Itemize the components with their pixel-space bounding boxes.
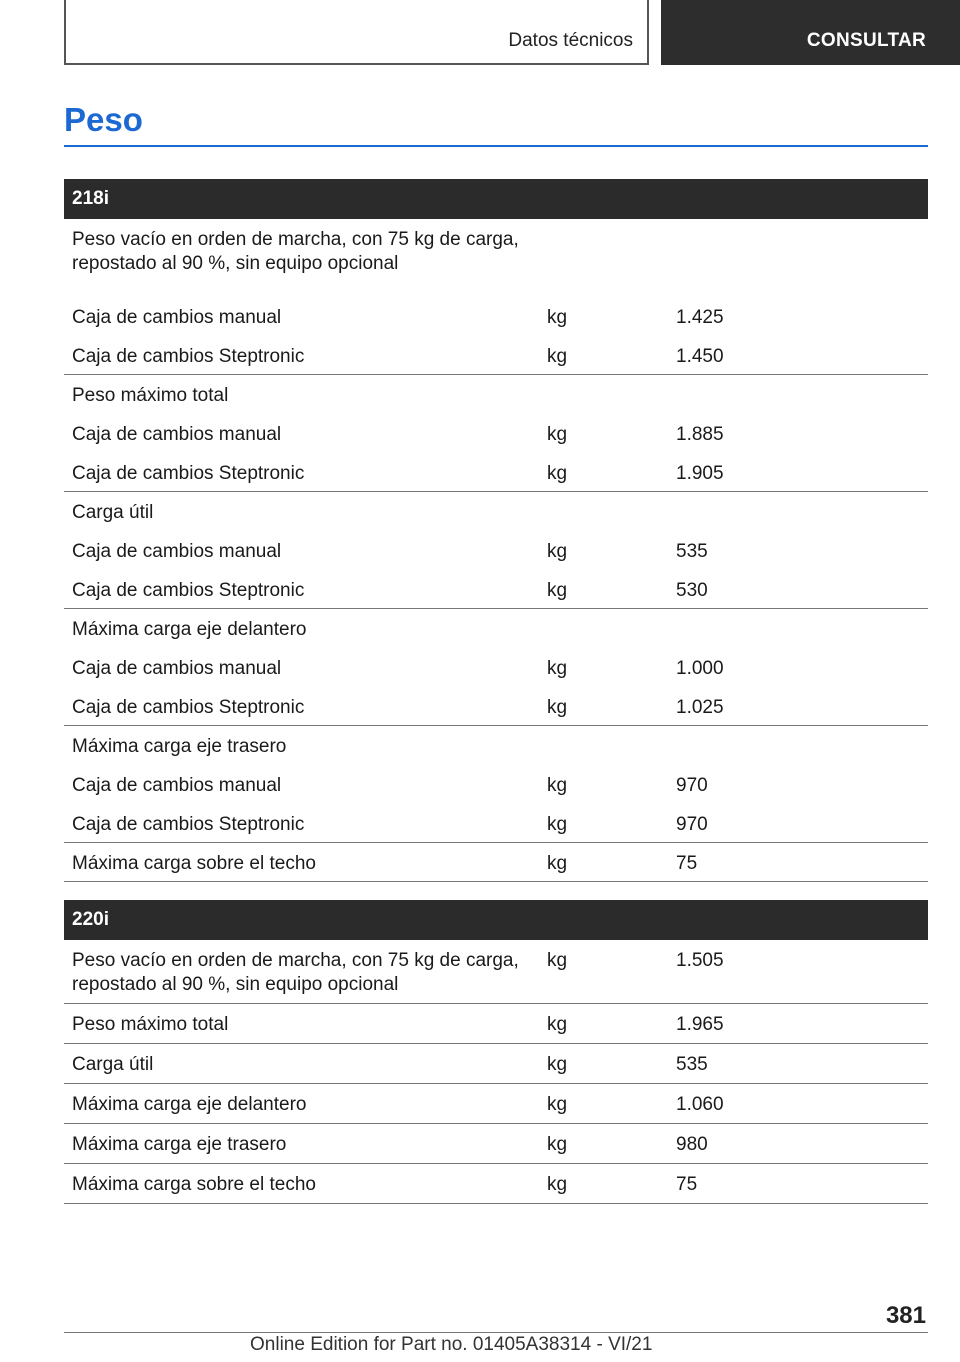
row-unit: kg xyxy=(547,1054,568,1075)
page-number: 381 xyxy=(885,1302,926,1329)
row-description: Máxima carga sobre el techo xyxy=(72,1174,316,1195)
row-value: 970 xyxy=(676,775,708,796)
row-description: Máxima carga eje trasero xyxy=(72,1134,287,1155)
row-unit: kg xyxy=(547,1094,568,1115)
table-head: 218i xyxy=(64,179,928,219)
row-description: Carga útil xyxy=(72,1054,154,1075)
row-unit: kg xyxy=(547,1174,568,1195)
row-value: 1.885 xyxy=(676,424,724,445)
row-description: Carga útil xyxy=(72,502,154,523)
row-description: Máxima carga eje trasero xyxy=(72,736,287,757)
row-value: 970 xyxy=(676,814,708,835)
row-unit: kg xyxy=(547,307,568,328)
row-value: 1.505 xyxy=(676,950,724,971)
row-value: 535 xyxy=(676,541,708,562)
row-unit: kg xyxy=(547,853,568,874)
table-row xyxy=(64,726,928,765)
row-description: Caja de cambios Steptronic xyxy=(72,814,305,835)
table-row xyxy=(64,453,928,492)
row-value: 535 xyxy=(676,1054,708,1075)
row-value: 1.905 xyxy=(676,463,724,484)
row-value: 530 xyxy=(676,580,708,601)
table-row xyxy=(64,570,928,609)
table-row xyxy=(64,1084,928,1124)
table-row xyxy=(64,531,928,570)
row-description: Caja de cambios manual xyxy=(72,658,282,679)
row-description: Peso máximo total xyxy=(72,385,229,406)
header-section-tab[interactable] xyxy=(64,0,649,65)
header-section-label: Datos técnicos xyxy=(508,30,633,51)
table-row xyxy=(64,492,928,531)
title-rule xyxy=(64,145,928,147)
row-description: Peso vacío en orden de marcha, con 75 kg de carga, repostado al 90 %, sin equipo opcional xyxy=(72,229,519,274)
table-row xyxy=(64,1124,928,1164)
spec-table-220i xyxy=(64,900,928,1204)
table-row xyxy=(64,804,928,843)
row-unit: kg xyxy=(547,950,568,971)
row-unit: kg xyxy=(547,1134,568,1155)
table-head: 220i xyxy=(64,900,928,940)
spec-table-218i xyxy=(64,179,928,882)
table-row xyxy=(64,1004,928,1044)
row-unit: kg xyxy=(547,1014,568,1035)
row-description: Caja de cambios Steptronic xyxy=(72,697,305,718)
row-description: Máxima carga sobre el techo xyxy=(72,853,316,874)
row-value: 1.000 xyxy=(676,658,724,679)
footer-rule xyxy=(64,1332,928,1333)
table-row xyxy=(64,765,928,804)
table-row xyxy=(64,648,928,687)
footer-edition: Online Edition for Part no. 01405A38314 - VI/21 xyxy=(250,1334,653,1355)
table-row xyxy=(64,414,928,453)
row-value: 1.450 xyxy=(676,346,724,367)
row-unit: kg xyxy=(547,463,568,484)
row-description: Peso vacío en orden de marcha, con 75 kg de carga, repostado al 90 %, sin equipo opcional xyxy=(72,950,519,995)
row-value: 1.965 xyxy=(676,1014,724,1035)
row-value: 1.025 xyxy=(676,697,724,718)
table-rows xyxy=(64,940,928,1204)
row-description: Caja de cambios manual xyxy=(72,541,282,562)
table-row xyxy=(64,1164,928,1204)
row-description: Peso máximo total xyxy=(72,1014,229,1035)
row-description: Caja de cambios Steptronic xyxy=(72,580,305,601)
table-row xyxy=(64,843,928,882)
row-description: Caja de cambios manual xyxy=(72,307,282,328)
row-description: Máxima carga eje delantero xyxy=(72,1094,307,1115)
row-description: Caja de cambios Steptronic xyxy=(72,463,305,484)
page-title: Peso xyxy=(64,101,143,138)
row-unit: kg xyxy=(547,580,568,601)
table-row xyxy=(64,687,928,726)
row-value: 980 xyxy=(676,1134,708,1155)
row-unit: kg xyxy=(547,346,568,367)
table-row xyxy=(64,940,928,1004)
row-value: 1.060 xyxy=(676,1094,724,1115)
row-value: 75 xyxy=(676,1174,698,1195)
table-row xyxy=(64,297,928,336)
row-unit: kg xyxy=(547,541,568,562)
header-chapter-tab[interactable] xyxy=(661,0,960,65)
table-rows xyxy=(64,219,928,882)
row-description: Caja de cambios manual xyxy=(72,424,282,445)
table-row xyxy=(64,219,928,297)
row-value: 1.425 xyxy=(676,307,724,328)
row-unit: kg xyxy=(547,424,568,445)
row-unit: kg xyxy=(547,814,568,835)
table-row xyxy=(64,375,928,414)
row-description: Caja de cambios manual xyxy=(72,775,282,796)
table-row xyxy=(64,609,928,648)
table-row xyxy=(64,1044,928,1084)
row-unit: kg xyxy=(547,697,568,718)
row-description: Caja de cambios Steptronic xyxy=(72,346,305,367)
row-value: 75 xyxy=(676,853,698,874)
header-chapter-label: CONSULTAR xyxy=(806,30,926,51)
table-row xyxy=(64,336,928,375)
row-unit: kg xyxy=(547,658,568,679)
row-unit: kg xyxy=(547,775,568,796)
row-description: Máxima carga eje delantero xyxy=(72,619,307,640)
